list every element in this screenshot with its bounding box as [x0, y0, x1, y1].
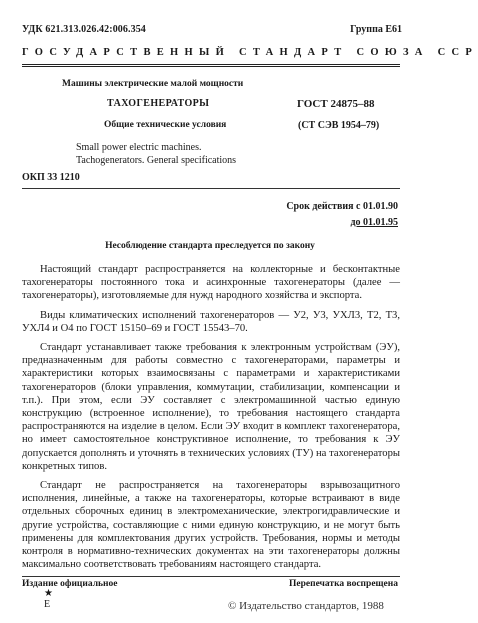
validity-from-date: с 01.01.90 — [356, 201, 398, 212]
english-title-line2: Tachogenerators. General specifications — [76, 155, 237, 166]
validity-from — [286, 201, 398, 212]
validity-to — [350, 217, 398, 228]
document-body — [22, 263, 400, 577]
middle-divider — [22, 188, 400, 189]
copyright-notice: © Издательство стандартов, 1988 — [228, 600, 384, 612]
st-sev-reference: (СТ СЭВ 1954–79) — [298, 120, 380, 131]
group-code: Группа Е61 — [350, 24, 402, 35]
udk-code: УДК 621.313.026.42:006.354 — [22, 24, 146, 35]
edition-letter: Е — [44, 599, 51, 610]
star-mark-icon: ★ — [44, 588, 53, 599]
paragraph-scope: Настоящий стандарт распространяется на коллекторные и бесконтактные тахогенераторы постоянного тока и асинхронные тахогенераторы (далее — тахогенераторы), изготовляемые для нужд народного хозяйства и экспорта. — [22, 264, 400, 302]
edition-marks — [44, 588, 53, 610]
top-divider — [22, 64, 400, 65]
paragraph-exclusions: Стандарт не распространяется на тахогенераторы взрывозащитного исполнения, линейные, а также на тахогенераторы, которые встраивают в виде отдельных сборочных единиц в электромеханические, электрогидравлические и другие устройства, составляющие с ними единую конструкцию, и не могут быть применены для комплектования других устройств. Требования, нормы и методы контроля в нормативно-технических документах на эти тахогенераторы должны максимально соответствовать требованиям настоящего стандарта. — [22, 480, 400, 571]
general-specs-title: Общие технические условия — [104, 120, 227, 130]
page-title: ТАХОГЕНЕРАТОРЫ — [107, 98, 210, 109]
gost-number: ГОСТ 24875–88 — [297, 98, 375, 110]
reprint-prohibited-label: Перепечатка воспрещена — [288, 579, 398, 589]
okp-code: ОКП 33 1210 — [22, 172, 80, 183]
paragraph-electronics: Стандарт устанавливает также требования к электронным устройствам (ЭУ), предназначенным для работы совместно с тахогенераторами, параметры и характеристики которых взаимосвязаны с параметрами и характеристиками тахогенераторов (блоки управления, коммутации, стабилизации, компенсации и т.п.). При этом, если ЭУ составляет с электромашинной частью единую конструкцию (встроенное исполнение), то требования настоящего стандарта распространяются на изделие в целом. Если ЭУ входит в комплект тахогенератора, но имеет самостоятельное конструктивное исполнение, то требования к ЭУ допускается дополнять и уточнять в технических условиях (ТУ) на тахогенераторы конкретных типов. — [22, 342, 400, 472]
top-divider-double — [22, 66, 400, 67]
bottom-divider — [22, 576, 400, 577]
english-title-line1: Small power electric machines. — [76, 142, 202, 153]
legal-warning: Несоблюдение стандарта преследуется по закону — [105, 241, 315, 251]
validity-to-date: до 01.01.95 — [350, 217, 398, 228]
standard-body-heading: ГОСУДАРСТВЕННЫЙ СТАНДАРТ СОЮЗА ССР — [22, 47, 478, 58]
validity-label: Срок действия — [286, 201, 354, 212]
paragraph-climate: Виды климатических исполнений тахогенераторов — У2, У3, УХЛ3, Т2, Т3, УХЛ4 и О4 по ГОСТ 15150–69 и ГОСТ 15543–70. — [22, 309, 400, 334]
official-edition-label: Издание официальное — [22, 579, 118, 589]
machine-class: Машины электрические малой мощности — [62, 79, 244, 89]
